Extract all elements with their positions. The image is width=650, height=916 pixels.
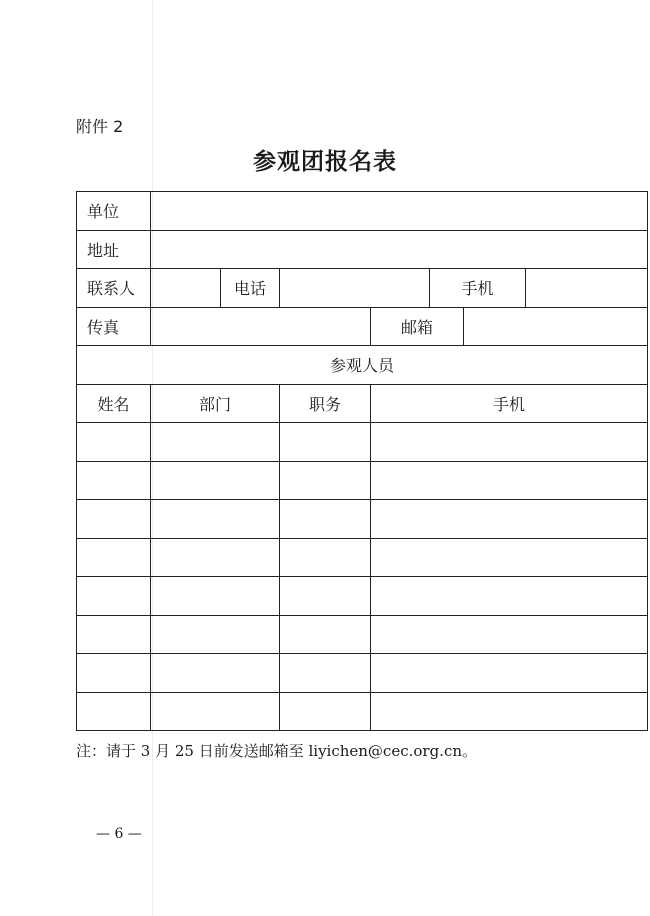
submission-note: 注：请于 3 月 25 日前发送邮箱至 liyichen@cec.org.cn。 xyxy=(76,742,478,760)
visitor-mobile-cell[interactable] xyxy=(371,615,648,654)
phone-field[interactable] xyxy=(280,269,430,308)
column-header-name: 姓名 xyxy=(77,384,151,423)
visitor-name-cell[interactable] xyxy=(77,654,151,693)
visitor-department-cell[interactable] xyxy=(151,538,280,577)
visitors-header-row xyxy=(77,384,648,423)
contact-label: 联系人 xyxy=(77,269,151,308)
page-number: — 6 — xyxy=(96,826,142,842)
visitor-row xyxy=(77,538,648,577)
visitor-name-cell[interactable] xyxy=(77,692,151,731)
visitor-department-cell[interactable] xyxy=(151,577,280,616)
column-header-mobile: 手机 xyxy=(371,384,648,423)
visitor-mobile-cell[interactable] xyxy=(371,500,648,539)
fax-label: 传真 xyxy=(77,307,151,346)
visitor-name-cell[interactable] xyxy=(77,423,151,462)
visitor-row xyxy=(77,692,648,731)
column-header-position: 职务 xyxy=(280,384,371,423)
visitor-department-cell[interactable] xyxy=(151,615,280,654)
address-row xyxy=(77,230,648,269)
contact-field[interactable] xyxy=(151,269,221,308)
fax-row xyxy=(77,307,648,346)
fax-field[interactable] xyxy=(151,307,371,346)
visitor-department-cell[interactable] xyxy=(151,654,280,693)
visitors-section-label: 参观人员 xyxy=(77,346,648,385)
visitor-mobile-cell[interactable] xyxy=(371,423,648,462)
visitor-row xyxy=(77,654,648,693)
visitor-row xyxy=(77,423,648,462)
visitor-mobile-cell[interactable] xyxy=(371,577,648,616)
visitor-position-cell[interactable] xyxy=(280,577,371,616)
visitor-row xyxy=(77,577,648,616)
email-field[interactable] xyxy=(464,307,648,346)
visitor-row xyxy=(77,461,648,500)
visitor-name-cell[interactable] xyxy=(77,577,151,616)
visitor-department-cell[interactable] xyxy=(151,461,280,500)
visitor-position-cell[interactable] xyxy=(280,615,371,654)
visitor-mobile-cell[interactable] xyxy=(371,654,648,693)
visitor-name-cell[interactable] xyxy=(77,500,151,539)
unit-label: 单位 xyxy=(77,192,151,231)
visitor-name-cell[interactable] xyxy=(77,461,151,500)
unit-field[interactable] xyxy=(151,192,648,231)
email-label: 邮箱 xyxy=(371,307,464,346)
visitor-department-cell[interactable] xyxy=(151,692,280,731)
visitor-position-cell[interactable] xyxy=(280,654,371,693)
visitor-mobile-cell[interactable] xyxy=(371,692,648,731)
visitor-position-cell[interactable] xyxy=(280,692,371,731)
form-title: 参观团报名表 xyxy=(253,149,397,175)
registration-table xyxy=(76,191,648,731)
visitors-section-row xyxy=(77,346,648,385)
phone-label: 电话 xyxy=(221,269,280,308)
visitor-position-cell[interactable] xyxy=(280,500,371,539)
visitor-name-cell[interactable] xyxy=(77,615,151,654)
visitor-position-cell[interactable] xyxy=(280,461,371,500)
column-header-department: 部门 xyxy=(151,384,280,423)
visitor-mobile-cell[interactable] xyxy=(371,538,648,577)
visitor-department-cell[interactable] xyxy=(151,423,280,462)
mobile-label: 手机 xyxy=(430,269,526,308)
visitor-mobile-cell[interactable] xyxy=(371,461,648,500)
visitor-row xyxy=(77,615,648,654)
contact-row xyxy=(77,269,648,308)
visitor-position-cell[interactable] xyxy=(280,538,371,577)
visitor-name-cell[interactable] xyxy=(77,538,151,577)
attachment-label: 附件 2 xyxy=(76,117,124,136)
address-field[interactable] xyxy=(151,230,648,269)
visitor-department-cell[interactable] xyxy=(151,500,280,539)
unit-row xyxy=(77,192,648,231)
visitor-row xyxy=(77,500,648,539)
visitor-position-cell[interactable] xyxy=(280,423,371,462)
address-label: 地址 xyxy=(77,230,151,269)
mobile-field[interactable] xyxy=(526,269,648,308)
